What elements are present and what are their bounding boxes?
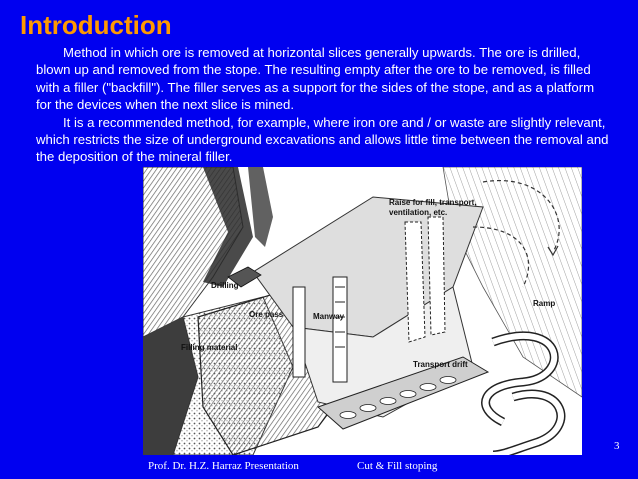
label-manway: Manway bbox=[313, 312, 345, 321]
label-ramp: Ramp bbox=[533, 299, 556, 308]
stope-illustration bbox=[143, 167, 582, 455]
footer-topic: Cut & Fill stoping bbox=[357, 460, 438, 472]
label-filling-material: Filling material bbox=[181, 343, 238, 352]
page-number: 3 bbox=[614, 440, 620, 452]
label-drilling: Drilling bbox=[211, 281, 239, 290]
label-transport-drift: Transport drift bbox=[413, 360, 468, 369]
slide-title: Introduction bbox=[20, 10, 172, 40]
paragraph-2: It is a recommended method, for example, where iron ore and / or waste are slightly relevant, which restricts the size of underground excavations and allows little time between the removal and the deposition of the mineral filler. bbox=[36, 114, 609, 165]
slide-body bbox=[36, 44, 610, 166]
cut-and-fill-stoping-diagram bbox=[143, 167, 582, 455]
label-raise-line1: Raise for fill, transport, bbox=[389, 198, 477, 207]
paragraph-1: Method in which ore is removed at horizontal slices generally upwards. The ore is drilled, blown up and removed from the stope. The resulting empty after the ore to be removed, is filled with a filler ("backfill"). The filler serves as a support for the sides of the stope, and as a platform for the devices when the next slice is mined. bbox=[36, 45, 595, 113]
label-ore-pass: Ore pass bbox=[249, 310, 284, 319]
label-raise-line2: ventilation, etc. bbox=[389, 208, 448, 217]
footer-author: Prof. Dr. H.Z. Harraz Presentation bbox=[148, 460, 299, 472]
